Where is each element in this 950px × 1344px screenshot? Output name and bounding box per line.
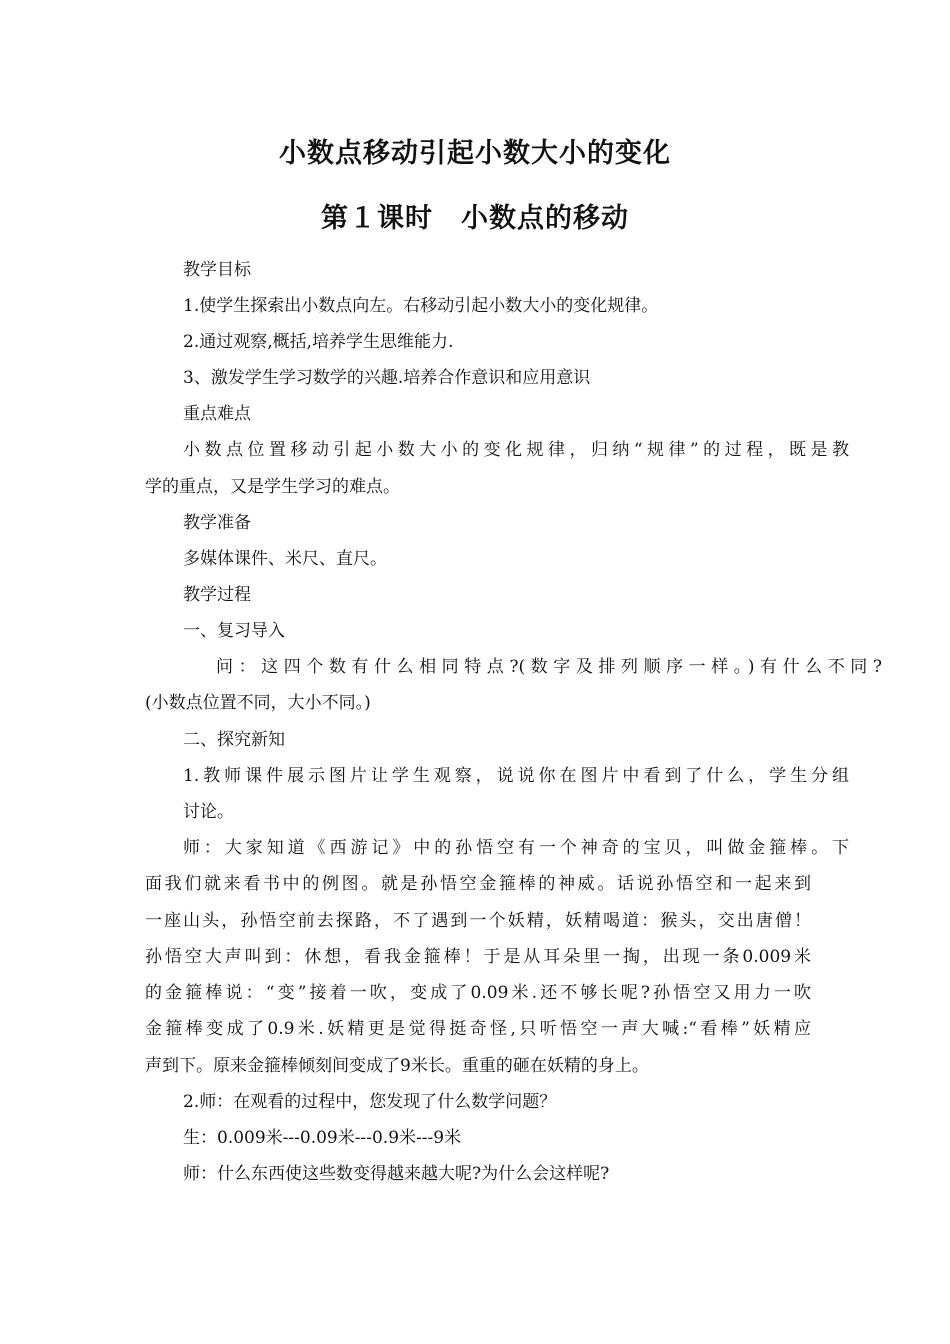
section-heading-process: 教学过程 bbox=[183, 585, 251, 605]
paragraph-line: 小数点位置移动引起小数大小的变化规律，归纳“规律”的过程，既是教 bbox=[183, 440, 849, 460]
section-heading-preparation: 教学准备 bbox=[183, 513, 251, 533]
paragraph-line: 问：这四个数有什么相同特点?(数字及排列顺序一样。)有什么不同? bbox=[216, 657, 882, 677]
paragraph-line: 讨论。 bbox=[183, 802, 234, 822]
paragraph-line: 孙悟空大声叫到：休想，看我金箍棒！于是从耳朵里一掏，出现一条0.009米 bbox=[145, 947, 811, 967]
paragraph-line: 2.师：在观看的过程中，您发现了什么数学问题？ bbox=[183, 1092, 557, 1112]
paragraph-line: 学的重点，又是学生学习的难点。 bbox=[145, 477, 400, 497]
paragraph-line: 面我们就来看书中的例图。就是孙悟空金箍棒的神威。话说孙悟空和一起来到 bbox=[145, 874, 811, 894]
paragraph-line: (小数点位置不同，大小不同。) bbox=[145, 693, 371, 713]
lesson-subtitle: 第１课时 小数点的移动 bbox=[321, 203, 629, 234]
paragraph-line: 多媒体课件、米尺、直尺。 bbox=[183, 549, 387, 569]
section-heading-key-points: 重点难点 bbox=[183, 404, 251, 424]
paragraph-line: 生：0.009米---0.09米---0.9米---9米 bbox=[183, 1128, 462, 1148]
paragraph-line: 声到下。原来金箍棒倾刻间变成了9米长。重重的砸在妖精的身上。 bbox=[145, 1056, 649, 1076]
paragraph-line: 师：大家知道《西游记》中的孙悟空有一个神奇的宝贝，叫做金箍棒。下 bbox=[183, 838, 849, 858]
objective-item: 2.通过观察,概括,培养学生思维能力. bbox=[183, 332, 454, 352]
subsection-heading: 一、复习导入 bbox=[183, 621, 285, 641]
paragraph-line: 师：什么东西使这些数变得越来越大呢?为什么会这样呢? bbox=[183, 1164, 610, 1184]
paragraph-line: 的金箍棒说：“变”接着一吹，变成了0.09米.还不够长呢?孙悟空又用力一吹 bbox=[145, 983, 811, 1003]
document-title: 小数点移动引起小数大小的变化 bbox=[279, 138, 671, 169]
subsection-heading: 二、探究新知 bbox=[183, 730, 285, 750]
paragraph-line: 1.教师课件展示图片让学生观察，说说你在图片中看到了什么，学生分组 bbox=[183, 766, 849, 786]
objective-item: 3、激发学生学习数学的兴趣.培养合作意识和应用意识 bbox=[183, 368, 591, 388]
paragraph-line: 一座山头，孙悟空前去探路，不了遇到一个妖精，妖精喝道：猴头，交出唐僧！ bbox=[145, 911, 811, 931]
section-heading-objectives: 教学目标 bbox=[183, 260, 251, 280]
objective-item: 1.使学生探索出小数点向左。右移动引起小数大小的变化规律。 bbox=[183, 296, 659, 316]
paragraph-line: 金箍棒变成了0.9米.妖精更是觉得挺奇怪,只听悟空一声大喊:“看棒”妖精应 bbox=[145, 1019, 811, 1039]
